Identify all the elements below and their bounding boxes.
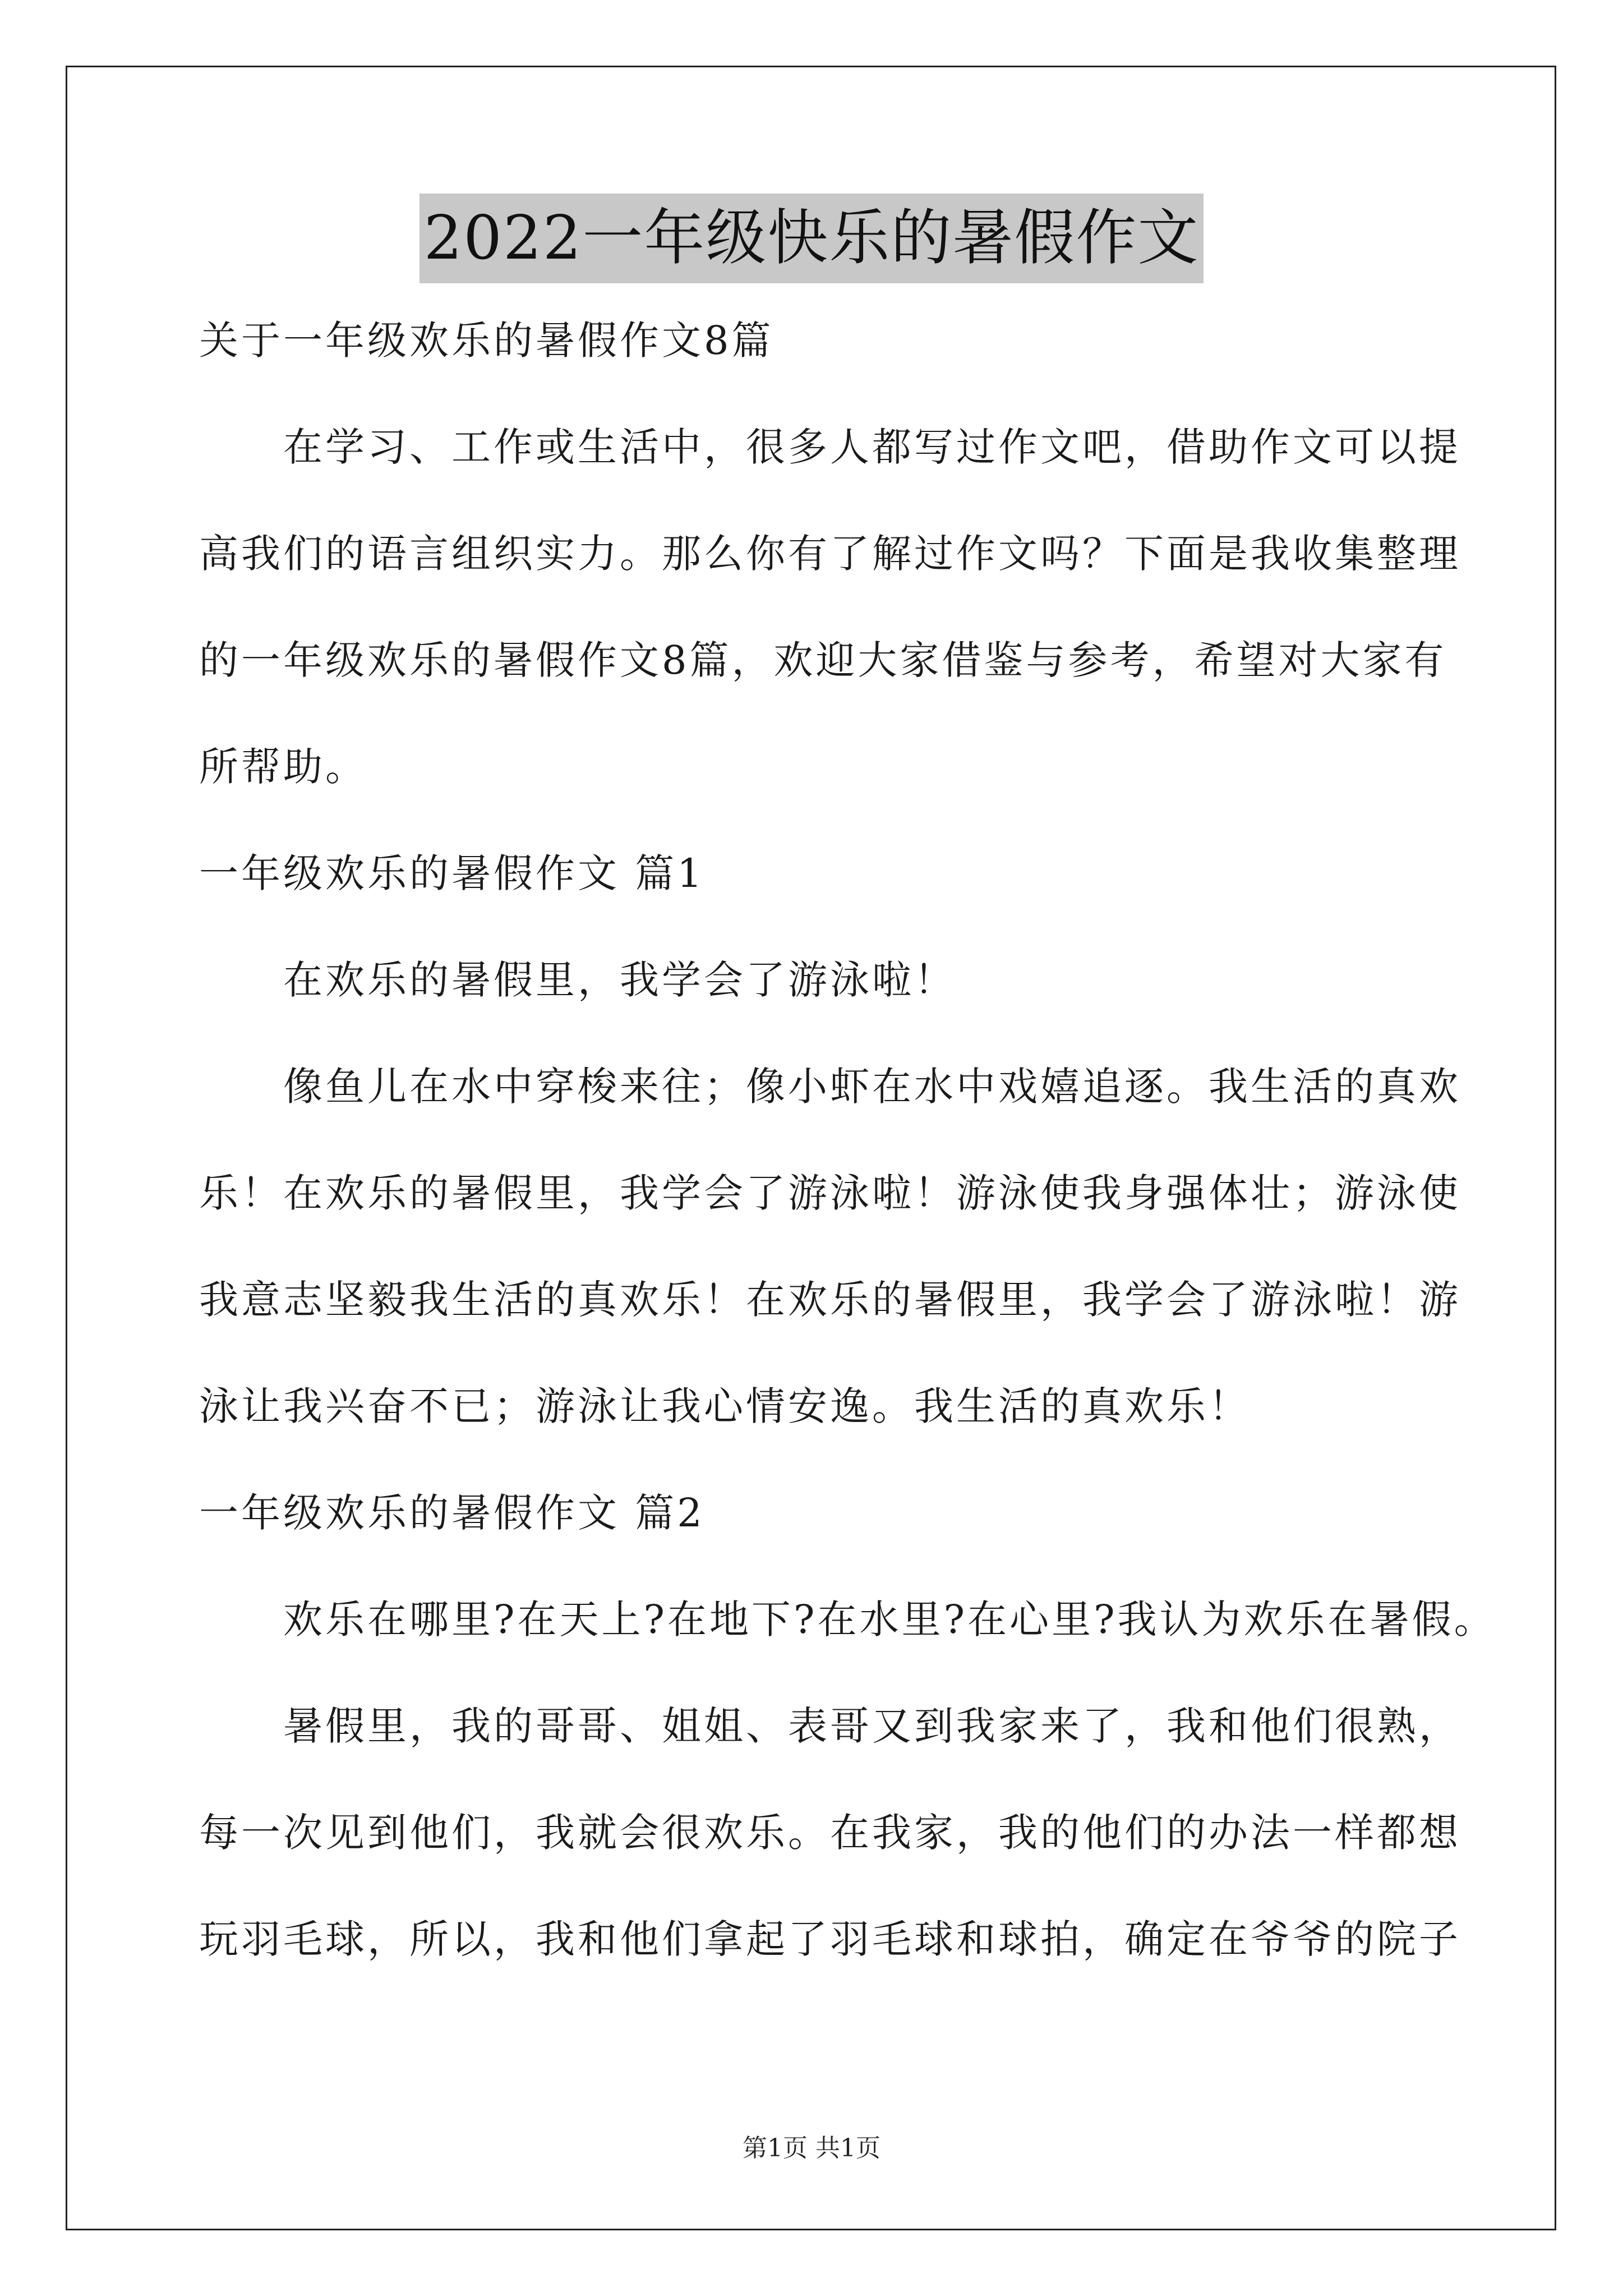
page-footer: 第1页 共1页 (743, 2134, 880, 2162)
paragraph-line: 玩羽毛球，所以，我和他们拿起了羽毛球和球拍，确定在爷爷的院子 (199, 1916, 1461, 1962)
intro-line: 在学习、工作或生活中，很多人都写过作文吧，借助作文可以提 (283, 424, 1461, 470)
paragraph-line: 乐！在欢乐的暑假里，我学会了游泳啦！游泳使我身强体壮；游泳使 (199, 1170, 1461, 1216)
title-wrap (0, 194, 1623, 283)
document-body (199, 314, 1496, 1966)
paragraph-line: 欢乐在哪里?在天上?在地下?在水里?在心里?我认为欢乐在暑假。 (283, 1596, 1496, 1642)
paragraph-line: 泳让我兴奋不已；游泳让我心情安逸。我生活的真欢乐！ (199, 1383, 1251, 1429)
paragraph-line: 在欢乐的暑假里，我学会了游泳啦！ (283, 957, 956, 1003)
paragraph-line: 暑假里，我的哥哥、姐姐、表哥又到我家来了，我和他们很熟， (283, 1703, 1461, 1749)
section-heading-2: 一年级欢乐的暑假作文 篇2 (199, 1490, 705, 1536)
paragraph-line: 每一次见到他们，我就会很欢乐。在我家，我的他们的办法一样都想 (199, 1810, 1461, 1856)
document-title: 2022一年级快乐的暑假作文 (419, 194, 1204, 283)
section-heading-1: 一年级欢乐的暑假作文 篇1 (199, 850, 705, 896)
document-subtitle: 关于一年级欢乐的暑假作文8篇 (199, 318, 774, 364)
intro-line: 高我们的语言组织实力。那么你有了解过作文吗？下面是我收集整理 (199, 531, 1461, 577)
paragraph-line: 像鱼儿在水中穿梭来往；像小虾在水中戏嬉追逐。我生活的真欢 (283, 1064, 1461, 1110)
intro-line: 所帮助。 (199, 744, 367, 790)
intro-line: 的一年级欢乐的暑假作文8篇，欢迎大家借鉴与参考，希望对大家有 (199, 637, 1447, 683)
paragraph-line: 我意志坚毅我生活的真欢乐！在欢乐的暑假里，我学会了游泳啦！游 (199, 1277, 1461, 1323)
